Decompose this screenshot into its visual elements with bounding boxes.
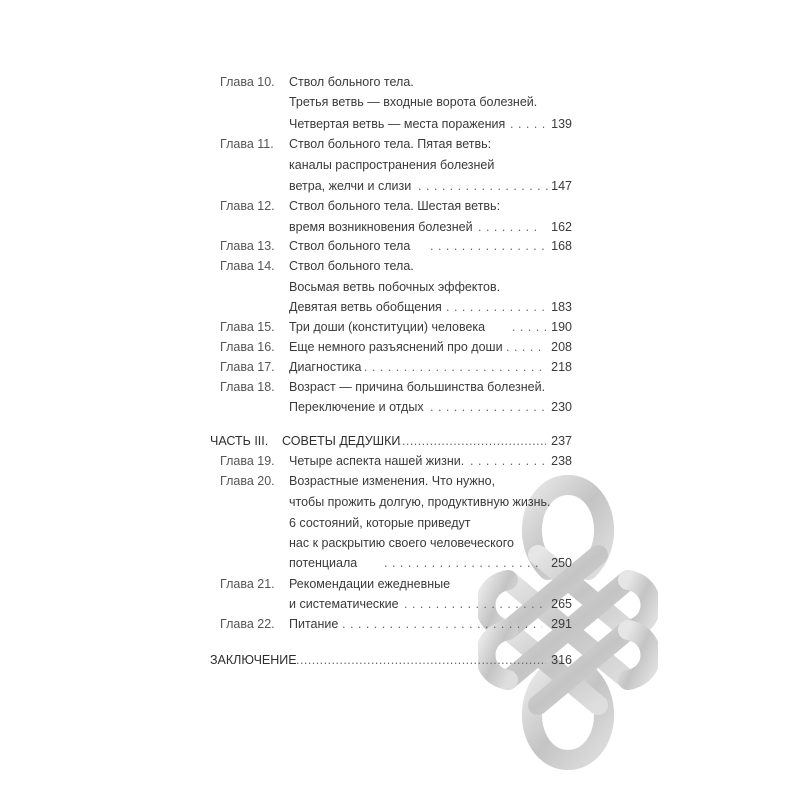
chapter-title: потенциала — [289, 556, 358, 570]
chapter-title: Рекомендации ежедневные — [289, 577, 451, 591]
chapter-title: Ствол больного тела. — [289, 75, 414, 89]
chapter-title: Переключение и отдых — [289, 400, 424, 414]
chapter-label: Глава 17. — [220, 360, 275, 374]
chapter-title: чтобы прожить долгую, продуктивную жизнь. — [289, 495, 551, 509]
chapter-title: Ствол больного тела. Пятая ветвь: — [289, 137, 492, 151]
dot-leader — [430, 397, 544, 417]
chapter-label: Глава 16. — [220, 340, 275, 354]
dot-leader — [296, 650, 546, 670]
chapter-title: Диагностика — [289, 360, 362, 374]
chapter-title: и систематические — [289, 597, 399, 611]
chapter-label: Глава 22. — [220, 617, 275, 631]
page-number: 237 — [551, 434, 572, 448]
chapter-title: нас к раскрытию своего человеческого — [289, 536, 514, 550]
dot-leader — [384, 553, 544, 573]
page-number: 190 — [551, 320, 572, 334]
chapter-title: Ствол больного тела — [289, 239, 411, 253]
page-number: 238 — [551, 454, 572, 468]
page-number: 162 — [551, 220, 572, 234]
chapter-label: Глава 13. — [220, 239, 275, 253]
chapter-title: Четыре аспекта нашей жизни. — [289, 454, 465, 468]
chapter-title: 6 состояний, которые приведут — [289, 516, 471, 530]
chapter-title: каналы распространения болезней — [289, 158, 495, 172]
page-number: 265 — [551, 597, 572, 611]
page-number: 218 — [551, 360, 572, 374]
chapter-title: Восьмая ветвь побочных эффектов. — [289, 280, 501, 294]
chapter-label: Глава 20. — [220, 474, 275, 488]
dot-leader — [404, 594, 544, 614]
page-number: 291 — [551, 617, 572, 631]
part-title: СОВЕТЫ ДЕДУШКИ — [282, 434, 401, 448]
page-number: 230 — [551, 400, 572, 414]
page-number: 168 — [551, 239, 572, 253]
dot-leader — [398, 431, 546, 451]
dot-leader — [364, 357, 544, 377]
chapter-title: Еще немного разъяснений про доши — [289, 340, 503, 354]
chapter-title: Возраст — причина большинства болезней. — [289, 380, 546, 394]
chapter-title: Три доши (конституции) человека — [289, 320, 486, 334]
conclusion-title: ЗАКЛЮЧЕНИЕ — [210, 653, 297, 667]
page-number: 147 — [551, 179, 572, 193]
chapter-label: Глава 11. — [220, 137, 274, 151]
chapter-title: Девятая ветвь обобщения — [289, 300, 442, 314]
dot-leader — [478, 217, 538, 237]
chapter-title: Питание — [289, 617, 339, 631]
chapter-label: Глава 18. — [220, 380, 275, 394]
chapter-title: время возникновения болезней — [289, 220, 473, 234]
chapter-label: Глава 14. — [220, 259, 275, 273]
page-number: 139 — [551, 117, 572, 131]
chapter-label: Глава 19. — [220, 454, 275, 468]
chapter-label: Глава 12. — [220, 199, 275, 213]
chapter-label: Глава 10. — [220, 75, 275, 89]
part-label: ЧАСТЬ III. — [210, 434, 269, 448]
chapter-title: Ствол больного тела. Шестая ветвь: — [289, 199, 501, 213]
page-number: 183 — [551, 300, 572, 314]
chapter-title: Четвертая ветвь — места поражения — [289, 117, 506, 131]
chapter-label: Глава 21. — [220, 577, 275, 591]
chapter-title: Возрастные изменения. Что нужно, — [289, 474, 496, 488]
page-number: 208 — [551, 340, 572, 354]
page-number: 316 — [551, 653, 572, 667]
chapter-title: Третья ветвь — входные ворота болезней. — [289, 95, 538, 109]
chapter-title: ветра, желчи и слизи — [289, 179, 412, 193]
dot-leader — [430, 236, 545, 256]
chapter-title: Ствол больного тела. — [289, 259, 414, 273]
page-number: 250 — [551, 556, 572, 570]
dot-leader — [342, 614, 542, 634]
chapter-label: Глава 15. — [220, 320, 275, 334]
